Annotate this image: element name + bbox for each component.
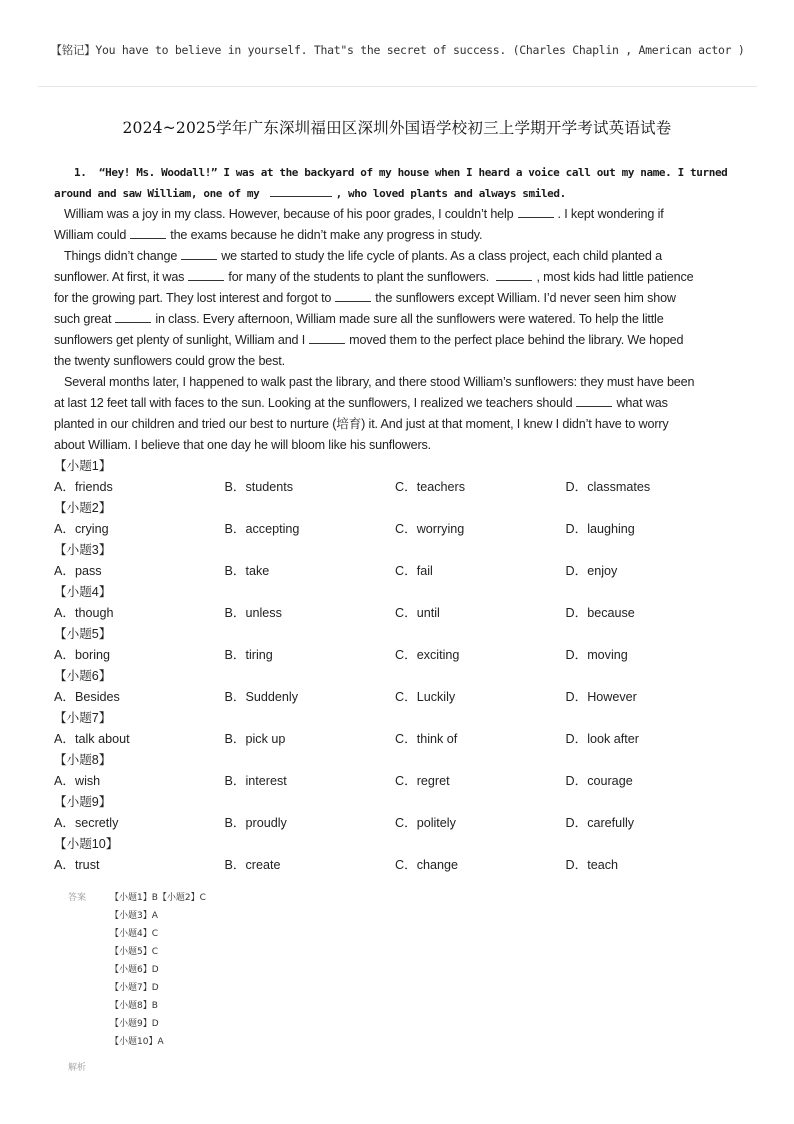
blank-9 — [309, 331, 345, 344]
option-c[interactable]: C．Luckily — [395, 690, 456, 704]
sub-question-label: 【小题4】 — [54, 585, 112, 599]
option-b[interactable]: B．Suddenly — [224, 690, 299, 704]
option-a[interactable]: A．talk about — [54, 732, 130, 746]
passage-paragraph-2: Things didn’t change we started to study the life cycle of plants. As a class project, each child planted a sunflower. At first, it was for many of the students to plant the sunflowers. , most kids had little patience for the growing part. They lost interest and forgot to the sunflowers except William. I’d never seen him show such great in class. Every afternoon, William made sure all the sunflowers were watered. To help the little sunflowers get plenty of sunlight, William and I moved them to the perfect place behind the library. We hoped the twenty sunflowers could grow the best. — [54, 249, 694, 368]
sub-question — [54, 666, 744, 708]
option-b[interactable]: B．proudly — [224, 816, 287, 830]
sub-question — [54, 624, 744, 666]
option-row — [54, 477, 744, 498]
option-c[interactable]: C．change — [395, 858, 459, 872]
sub-question — [54, 498, 744, 540]
passage-paragraph-3: Several months later, I happened to walk past the library, and there stood William’s sunflowers: they must have been at last 12 feet tall with faces to the sun. Looking at the sunflowers, I realized we teachers should what was planted in our children and tried our best to nurture (培育) it. And just at that moment, I knew I didn’t have to worry about William. I believe that one day he will bloom like his sunflowers. — [54, 375, 695, 452]
option-d[interactable]: D．classmates — [565, 480, 651, 494]
blank-5 — [188, 268, 224, 281]
question-lead: 1. “Hey! Ms. Woodall!” I was at the backyard of my house when I heard a voice call out my name. I turned around and saw William, one of my , who loved plants and always smiled. — [54, 166, 728, 200]
blank-7 — [335, 289, 371, 302]
option-b[interactable]: B．interest — [224, 774, 287, 788]
option-c[interactable]: C．think of — [395, 732, 458, 746]
question-1 — [54, 162, 744, 876]
sub-question — [54, 834, 744, 876]
blank-3 — [130, 226, 166, 239]
option-c[interactable]: C．politely — [395, 816, 456, 830]
option-a[interactable]: A．though — [54, 606, 114, 620]
option-b[interactable]: B．pick up — [224, 732, 286, 746]
option-a[interactable]: A．wish — [54, 774, 101, 788]
blank-8 — [115, 310, 151, 323]
option-b[interactable]: B．unless — [224, 606, 282, 620]
option-b[interactable]: B．accepting — [224, 522, 300, 536]
option-a[interactable]: A．crying — [54, 522, 109, 536]
sub-question-label: 【小题8】 — [54, 753, 112, 767]
blank-2 — [518, 205, 554, 218]
option-row — [54, 603, 744, 624]
analysis-label: 解析 — [68, 1063, 87, 1073]
option-row — [54, 561, 744, 582]
sub-question — [54, 708, 744, 750]
passage-paragraph-1: William was a joy in my class. However, because of his poor grades, I couldn’t help . I kept wondering if William could the exams because he didn’t make any progress in study. — [54, 207, 664, 242]
sub-question — [54, 582, 744, 624]
question-number: 1. — [74, 166, 87, 179]
option-row — [54, 645, 744, 666]
option-d[interactable]: D．because — [565, 606, 635, 620]
option-c[interactable]: C．regret — [395, 774, 450, 788]
option-c[interactable]: C．teachers — [395, 480, 465, 494]
option-b[interactable]: B．take — [224, 564, 270, 578]
option-d[interactable]: D．However — [565, 690, 637, 704]
option-d[interactable]: D．enjoy — [565, 564, 618, 578]
option-c[interactable]: C．exciting — [395, 648, 460, 662]
answer-line: 【小题6】D — [110, 965, 159, 975]
blank-10 — [576, 394, 612, 407]
sub-question-list — [54, 456, 744, 876]
option-row — [54, 729, 744, 750]
sub-question-label: 【小题1】 — [54, 459, 112, 473]
option-row — [54, 519, 744, 540]
option-row — [54, 687, 744, 708]
option-a[interactable]: A．pass — [54, 564, 102, 578]
answer-line: 【小题4】C — [110, 929, 159, 939]
sub-question-label: 【小题6】 — [54, 669, 112, 683]
answer-line: 【小题10】A — [110, 1037, 164, 1047]
option-d[interactable]: D．look after — [565, 732, 639, 746]
sub-question-label: 【小题7】 — [54, 711, 112, 725]
sub-question — [54, 750, 744, 792]
option-d[interactable]: D．teach — [565, 858, 618, 872]
answer-line: 【小题7】D — [110, 983, 159, 993]
answer-line: 【小题8】B — [110, 1001, 158, 1011]
sub-question-label: 【小题10】 — [54, 837, 119, 851]
option-c[interactable]: C．until — [395, 606, 440, 620]
sub-question-label: 【小题9】 — [54, 795, 112, 809]
blank-6 — [496, 268, 532, 281]
option-d[interactable]: D．laughing — [565, 522, 635, 536]
sub-question-label: 【小题3】 — [54, 543, 112, 557]
option-b[interactable]: B．students — [224, 480, 294, 494]
header-divider — [38, 86, 757, 87]
option-a[interactable]: A．boring — [54, 648, 111, 662]
option-row — [54, 813, 744, 834]
option-row — [54, 855, 744, 876]
sub-question-label: 【小题5】 — [54, 627, 112, 641]
answer-list — [110, 889, 206, 1051]
answer-label: 答案 — [68, 893, 87, 903]
answer-line: 【小题1】B【小题2】C — [110, 893, 206, 903]
sub-question — [54, 540, 744, 582]
option-a[interactable]: A．secretly — [54, 816, 119, 830]
option-b[interactable]: B．create — [224, 858, 281, 872]
blank-4 — [181, 247, 217, 260]
option-a[interactable]: A．Besides — [54, 690, 120, 704]
answer-line: 【小题9】D — [110, 1019, 159, 1029]
motto-header: 【铭记】You have to believe in yourself. That"s the secret of success. (Charles Chaplin , American actor ) — [50, 43, 745, 57]
option-c[interactable]: C．worrying — [395, 522, 465, 536]
document-title: 2024~2025学年广东深圳福田区深圳外国语学校初三上学期开学考试英语试卷 — [122, 119, 672, 137]
sub-question — [54, 792, 744, 834]
option-a[interactable]: A．trust — [54, 858, 100, 872]
option-d[interactable]: D．moving — [565, 648, 628, 662]
sub-question — [54, 456, 744, 498]
answer-line: 【小题5】C — [110, 947, 159, 957]
blank-1 — [270, 184, 332, 197]
option-b[interactable]: B．tiring — [224, 648, 273, 662]
option-row — [54, 771, 744, 792]
option-d[interactable]: D．courage — [565, 774, 633, 788]
sub-question-label: 【小题2】 — [54, 501, 112, 515]
option-c[interactable]: C．fail — [395, 564, 433, 578]
option-a[interactable]: A．friends — [54, 480, 113, 494]
answer-line: 【小题3】A — [110, 911, 158, 921]
option-d[interactable]: D．carefully — [565, 816, 635, 830]
